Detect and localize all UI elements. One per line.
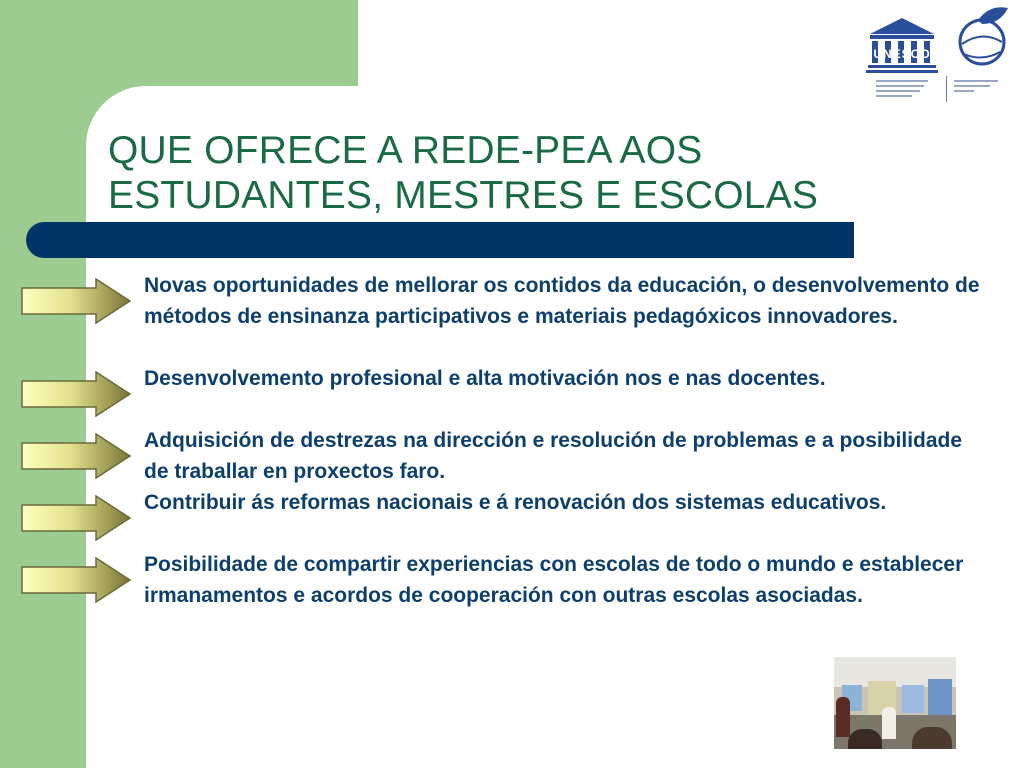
arrow-right-icon xyxy=(20,371,132,417)
bullet-item xyxy=(20,270,980,363)
bullet-text: Contribuir ás reformas nacionais e á renovación dos sistemas educativos. xyxy=(144,491,887,514)
bullet-item xyxy=(20,487,980,549)
aspnet-logo xyxy=(954,7,1008,92)
unesco-logo xyxy=(866,18,938,97)
aspnet-caption-line xyxy=(954,90,974,92)
arrow-right-icon xyxy=(20,557,132,603)
bullet-text: Novas oportunidades de mellorar os contidos da educación, o desenvolvemento de métodos de ensinanza participativos e materiais pedagóxicos innovadores. xyxy=(144,274,980,328)
unesco-base xyxy=(868,65,936,68)
bullet-item xyxy=(20,549,980,642)
photo-person xyxy=(912,727,952,749)
bullet-text: Desenvolvemento profesional e alta motivación nos e nas docentes. xyxy=(144,367,826,390)
bullet-text: Posibilidade de compartir experiencias con escolas de todo o mundo e establecer irmanamentos e acordos de cooperación con outras escolas asociadas. xyxy=(144,553,964,607)
unesco-caption-line xyxy=(876,85,924,87)
unesco-logo-text: UNESCO xyxy=(873,47,931,61)
bullet-item xyxy=(20,363,980,425)
bullet-text: Adquisición de destrezas na dirección e resolución de problemas e a posibilidade de traballar en proxectos faro. xyxy=(144,429,963,483)
unesco-caption-line xyxy=(876,90,920,92)
arrow-right-icon xyxy=(20,433,132,479)
photo-poster xyxy=(928,679,952,715)
unesco-pediment xyxy=(870,18,934,34)
photo-person xyxy=(848,729,882,749)
arrow-right-icon xyxy=(20,278,132,324)
arrow-right-icon xyxy=(20,495,132,541)
bullet-list xyxy=(20,270,980,642)
logo-divider xyxy=(946,76,947,102)
unesco-base xyxy=(866,70,938,73)
aspnet-globe-line xyxy=(962,36,1002,44)
photo-poster xyxy=(902,685,924,713)
photo-person xyxy=(836,697,850,737)
unesco-architrave xyxy=(870,35,934,39)
aspnet-caption-line xyxy=(954,85,990,87)
logos-area xyxy=(858,0,1024,112)
unesco-caption-line xyxy=(876,95,912,97)
slide-title xyxy=(108,128,1008,218)
title-underline-bar xyxy=(26,222,854,258)
bullet-item xyxy=(20,425,980,487)
slide-title-line-2: ESTUDANTES, MESTRES E ESCOLAS xyxy=(108,174,819,217)
aspnet-caption-line xyxy=(954,80,998,82)
unesco-caption-line xyxy=(876,80,928,82)
slide-title-line-1: QUE OFRECE A REDE-PEA AOS xyxy=(108,129,703,172)
aspnet-leaf-icon xyxy=(978,7,1008,24)
classroom-photo xyxy=(834,657,956,749)
photo-person xyxy=(882,707,896,739)
logos-svg xyxy=(858,0,1024,112)
aspnet-globe-line xyxy=(964,52,1000,58)
